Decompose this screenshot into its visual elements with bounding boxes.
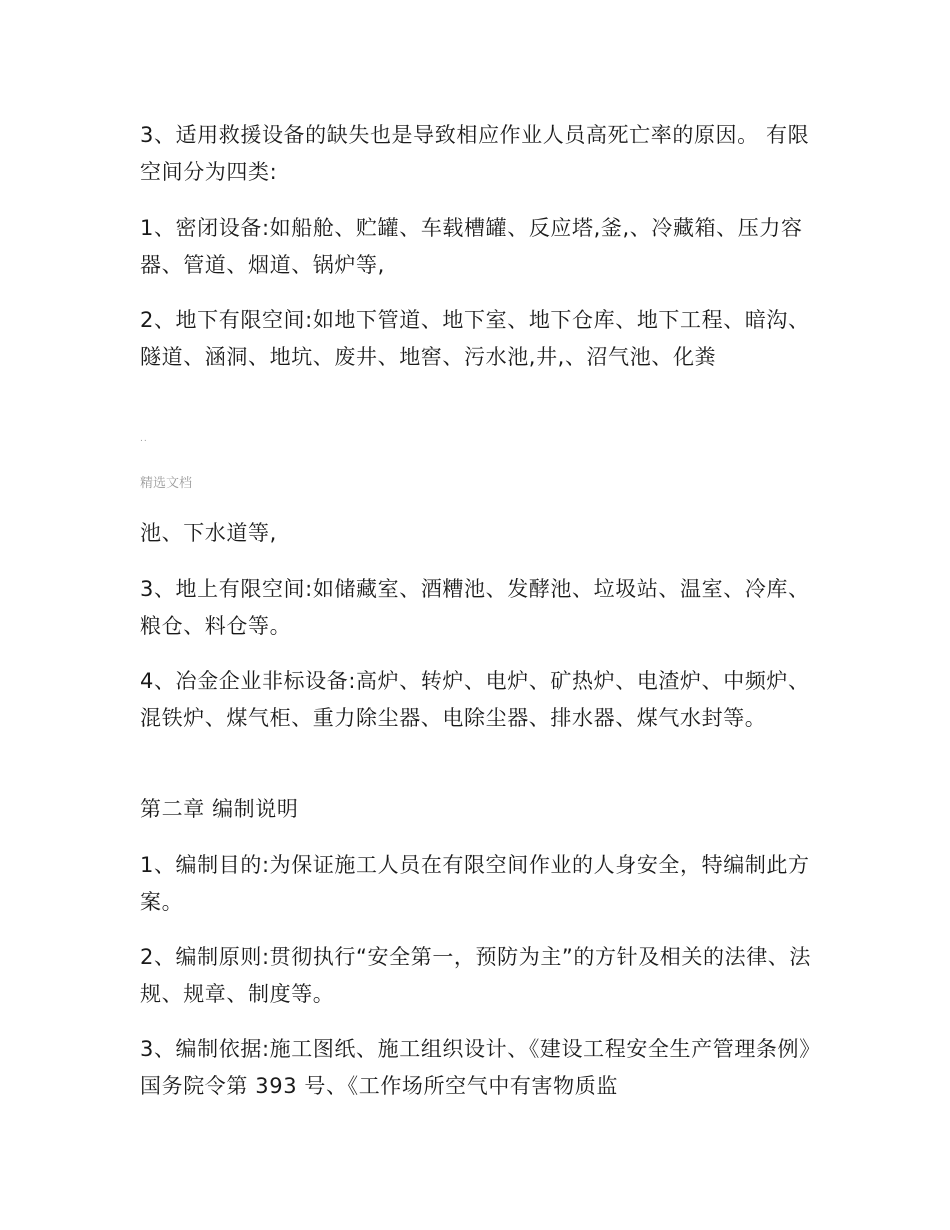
chapter-heading: 第二章 编制说明: [140, 797, 299, 821]
paragraph-purpose: 1、编制目的:为保证施工人员在有限空间作业的人身安全，特编制此方案。: [140, 853, 810, 914]
paragraph-rescue-equipment: 3、适用救援设备的缺失也是导致相应作业人员高死亡率的原因。 有限空间分为四类:: [140, 123, 810, 184]
paragraph-metallurgy-equipment: 4、冶金企业非标设备:高炉、转炉、电炉、矿热炉、电渣炉、中频炉、混铁炉、煤气柜、重力除尘器、电除尘器、排水器、煤气水封等。: [140, 669, 810, 730]
page-break-dots: ..: [140, 434, 148, 444]
paragraph-principle: 2、编制原则:贯彻执行“安全第一，预防为主”的方针及相关的法律、法规、规章、制度等。: [140, 945, 811, 1006]
page-watermark: 精选文档: [140, 476, 193, 491]
paragraph-sewer-continued: 池、下水道等,: [140, 521, 277, 545]
paragraph-closed-equipment: 1、密闭设备:如船舱、贮罐、车载槽罐、反应塔,釜,、冷藏箱、压力容器、管道、烟道、锅炉等,: [140, 216, 803, 277]
paragraph-underground-space: 2、地下有限空间:如地下管道、地下室、地下仓库、地下工程、暗沟、隧道、涵洞、地坑、废井、地窖、污水池,井,、沼气池、化粪: [140, 308, 810, 369]
paragraph-above-ground-space: 3、地上有限空间:如储藏室、酒糟池、发酵池、垃圾站、温室、冷库、粮仓、料仓等。: [140, 577, 810, 638]
paragraph-basis: 3、编制依据:施工图纸、施工组织设计、《建设工程安全生产管理条例》国务院令第 393 号、《工作场所空气中有害物质监: [140, 1037, 811, 1098]
